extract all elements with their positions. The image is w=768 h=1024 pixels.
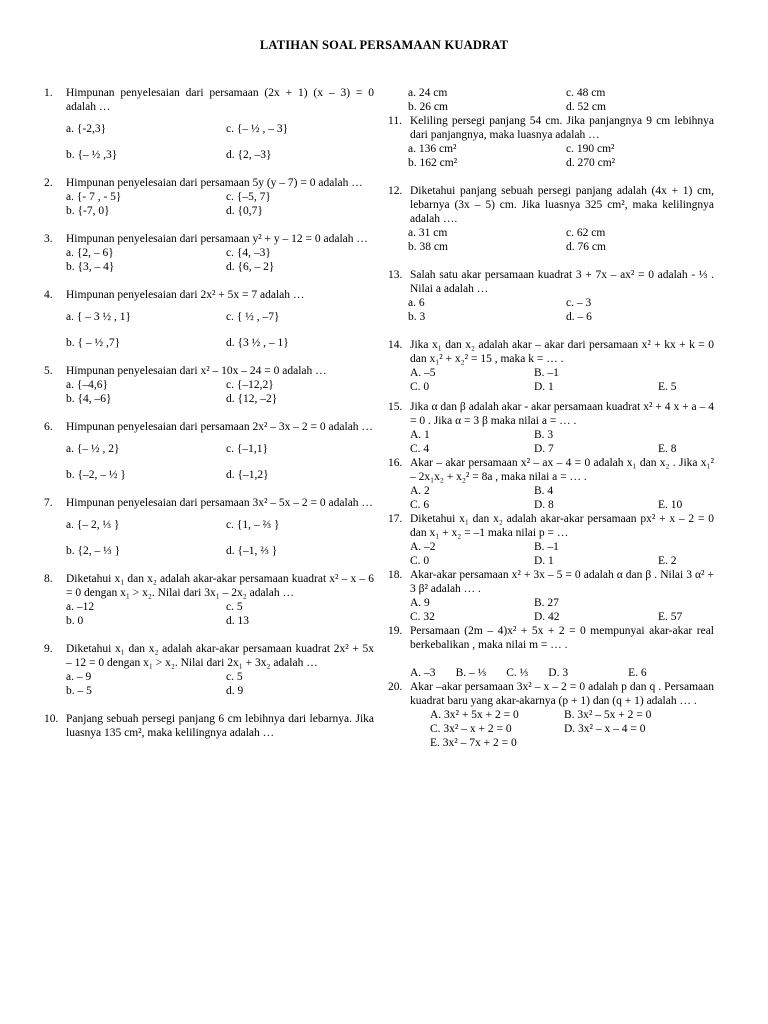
- option-d: d. – 6: [566, 311, 592, 323]
- option-d: D. 42: [534, 611, 560, 623]
- question-text: Akar-akar persamaan x² + 3x – 5 = 0 adalah α dan β . Nilai 3 α² + 3 β² adalah … .: [410, 569, 714, 595]
- option-a: a. 31 cm: [408, 227, 448, 239]
- question-12: [388, 184, 714, 254]
- option-b: B. 3x² – 5x + 2 = 0: [564, 709, 652, 721]
- option-a: a. {-2,3}: [66, 123, 107, 135]
- option-a: a. {- 7 , - 5}: [66, 191, 122, 203]
- question-text: Diketahui x₁ dan x₂ adalah akar-akar persamaan px² + x – 2 = 0 dan x₁ + x₂ = –1 maka nilai p = …: [410, 513, 714, 539]
- option-b: b. { – ½ ,7}: [66, 337, 121, 349]
- question-number: 3.: [44, 233, 53, 245]
- option-a: a. {–4,6}: [66, 379, 109, 391]
- question-text: Himpunan penyelesaian dari persamaan 3x² – 5x – 2 = 0 adalah …: [66, 497, 373, 509]
- question-18: [388, 568, 714, 624]
- options: [410, 666, 714, 680]
- question-number: 9.: [44, 643, 53, 655]
- options: [408, 296, 714, 324]
- question-text: Diketahui panjang sebuah persegi panjang adalah (4x + 1) cm, lebarnya (3x – 5) cm. Jika luasnya 325 cm², maka kelilingnya adalah ….: [410, 185, 714, 225]
- options: [66, 336, 374, 350]
- question-2: [44, 176, 374, 218]
- option-c: C. 3x² – x + 2 = 0: [430, 723, 512, 735]
- question-number: 19.: [388, 625, 403, 637]
- option-a: A. –5: [410, 367, 436, 379]
- options: [66, 518, 374, 532]
- options: [410, 484, 714, 512]
- option-c: c. 62 cm: [566, 227, 606, 239]
- question-number: 14.: [388, 339, 403, 351]
- option-d: D. 1: [534, 381, 554, 393]
- question-15: [388, 400, 714, 456]
- question-10: [44, 712, 374, 740]
- option-d: D. 3x² – x – 4 = 0: [564, 723, 646, 735]
- option-d: D. 1: [534, 555, 554, 567]
- option-a: A. –2: [410, 541, 436, 553]
- option-c: C. 0: [410, 381, 430, 393]
- option-a: A. 3x² + 5x + 2 = 0: [430, 709, 519, 721]
- options: [408, 226, 714, 254]
- option-a: a. { – 3 ½ , 1}: [66, 311, 132, 323]
- question-text: Salah satu akar persamaan kuadrat 3 + 7x – ax² = 0 adalah - ⅓ . Nilai a adalah …: [410, 269, 714, 295]
- option-b: B. 27: [534, 597, 559, 609]
- option-a: A. 9: [410, 597, 430, 609]
- question-text: Jika α dan β adalah akar - akar persamaan kuadrat x² + 4 x + a – 4 = 0 . Jika α = 3 β maka nilai a = … .: [410, 401, 714, 427]
- option-e: E. 10: [658, 499, 683, 511]
- question-text: Himpunan penyelesaian dari 2x² + 5x = 7 adalah …: [66, 289, 305, 301]
- option-b: b. 0: [66, 615, 84, 627]
- question-number: 4.: [44, 289, 53, 301]
- options: [410, 596, 714, 624]
- option-c: C. 0: [410, 555, 430, 567]
- option-a: A. 1: [410, 429, 430, 441]
- option-c: c. {–1,1}: [226, 443, 269, 455]
- options: [66, 600, 374, 628]
- option-c: C. 6: [410, 499, 430, 511]
- option-b: b. {3, – 4}: [66, 261, 115, 273]
- options: [66, 246, 374, 274]
- option-c: c. {–12,2}: [226, 379, 274, 391]
- option-b: b. {-7, 0}: [66, 205, 110, 217]
- question-text: Panjang sebuah persegi panjang 6 cm lebihnya dari lebarnya. Jika luasnya 135 cm², maka kelilingnya adalah …: [66, 713, 374, 739]
- question-number: 1.: [44, 87, 53, 99]
- question-6: [44, 420, 374, 482]
- question-number: 12.: [388, 185, 403, 197]
- option-e: E. 8: [658, 443, 677, 455]
- option-d: d. 13: [226, 615, 249, 627]
- option-b: b. {4, –6}: [66, 393, 112, 405]
- question-10-options: [408, 86, 714, 114]
- options: [410, 366, 714, 394]
- page-title: LATIHAN SOAL PERSAMAAN KUADRAT: [259, 38, 509, 52]
- question-text: Diketahui x₁ dan x₂ adalah akar-akar persamaan kuadrat 2x² + 5x – 12 = 0 dengan x₁ > x₂. Nilai dari 2x₁ + 3x₂ adalah …: [66, 643, 374, 669]
- question-13: [388, 268, 714, 324]
- question-text: Himpunan penyelesaian dari persamaan (2x + 1) (x – 3) = 0 adalah …: [66, 87, 374, 113]
- left-column: [44, 86, 374, 740]
- option-d: d. 52 cm: [566, 101, 606, 113]
- question-11: [388, 114, 714, 170]
- question-text: Himpunan penyelesaian dari x² – 10x – 24 = 0 adalah …: [66, 365, 327, 377]
- question-text: Persamaan (2m – 4)x² + 5x + 2 = 0 mempunyai akar-akar real berkebalikan , maka nilai m = … .: [410, 625, 714, 651]
- option-b: B. 4: [534, 485, 554, 497]
- question-number: 16.: [388, 457, 403, 469]
- options: [66, 442, 374, 456]
- question-7: [44, 496, 374, 558]
- option-a: a. – 9: [66, 671, 92, 683]
- question-number: 2.: [44, 177, 53, 189]
- options: [66, 544, 374, 558]
- right-column: [388, 86, 714, 750]
- option-d: d. {6, – 2}: [226, 261, 275, 273]
- option-d: d. {–1, ⅔ }: [226, 545, 278, 557]
- option-a: A. 2: [410, 485, 430, 497]
- options: [408, 142, 714, 170]
- options: [66, 378, 374, 406]
- option-b: b. 26 cm: [408, 101, 448, 113]
- question-number: 18.: [388, 569, 403, 581]
- options: [66, 190, 374, 218]
- option-a: a. 24 cm: [408, 87, 448, 99]
- options: [410, 540, 714, 568]
- question-19: [388, 624, 714, 680]
- option-a: a. {2, – 6}: [66, 247, 114, 259]
- question-17: [388, 512, 714, 568]
- option-c: c. 190 cm²: [566, 143, 615, 155]
- question-number: 11.: [388, 115, 402, 127]
- option-b: B. –1: [534, 541, 559, 553]
- options: [410, 428, 714, 456]
- options: [66, 148, 374, 162]
- option-c: c. 5: [226, 601, 243, 613]
- option-b: B. 3: [534, 429, 554, 441]
- option-d: d. {0,7}: [226, 205, 263, 217]
- option-d: D. 7: [534, 443, 554, 455]
- option-a: a. 136 cm²: [408, 143, 457, 155]
- question-number: 15.: [388, 401, 403, 413]
- question-text: Himpunan penyelesaian dari persamaan 2x² – 3x – 2 = 0 adalah …: [66, 421, 373, 433]
- question-text: Jika x₁ dan x₂ adalah akar – akar dari persamaan x² + kx + k = 0 dan x₁² + x₂² = 15 , maka k = … .: [410, 339, 714, 365]
- option-c: c. {4, –3}: [226, 247, 271, 259]
- question-20: [388, 680, 714, 750]
- option-c: c. 48 cm: [566, 87, 606, 99]
- option-b: B. –1: [534, 367, 559, 379]
- question-4: [44, 288, 374, 350]
- question-number: 10.: [44, 713, 59, 725]
- option-a: a. –12: [66, 601, 95, 613]
- question-14: [388, 338, 714, 394]
- question-text: Akar –akar persamaan 3x² – x – 2 = 0 adalah p dan q . Persamaan kuadrat baru yang akar-akarnya (p + 1) dan (q + 1) adalah … .: [410, 681, 714, 707]
- option-d: d. {3 ½ , – 1}: [226, 337, 289, 349]
- question-text: Himpunan penyelesaian dari persamaan 5y (y – 7) = 0 adalah …: [66, 177, 363, 189]
- question-number: 6.: [44, 421, 53, 433]
- option-c: c. 5: [226, 671, 243, 683]
- option-d: d. 9: [226, 685, 244, 697]
- option-d: d. {–1,2}: [226, 469, 269, 481]
- option-a: a. {– ½ , 2}: [66, 443, 120, 455]
- option-b: b. 3: [408, 311, 426, 323]
- option-d: d. {12, –2}: [226, 393, 278, 405]
- option-c: C. ⅓: [506, 667, 529, 679]
- question-number: 17.: [388, 513, 403, 525]
- option-e: E. 57: [658, 611, 683, 623]
- options: [66, 468, 374, 482]
- option-b: b. – 5: [66, 685, 92, 697]
- option-b: B. – ⅓: [455, 667, 487, 679]
- option-c: c. { ½ , –7}: [226, 311, 280, 323]
- question-1: [44, 86, 374, 162]
- options: [66, 122, 374, 136]
- option-c: c. – 3: [566, 297, 592, 309]
- option-e: E. 3x² – 7x + 2 = 0: [430, 737, 517, 749]
- option-d: D. 3: [548, 667, 569, 679]
- option-a: a. {– 2, ⅓ }: [66, 519, 120, 531]
- option-d: d. 270 cm²: [566, 157, 616, 169]
- options: [66, 310, 374, 324]
- option-b: b. {– ½ ,3}: [66, 149, 118, 161]
- option-d: d. 76 cm: [566, 241, 606, 253]
- option-d: d. {2, –3}: [226, 149, 272, 161]
- question-text: Himpunan penyelesaian dari persamaan y² + y – 12 = 0 adalah …: [66, 233, 368, 245]
- options: [66, 670, 374, 698]
- question-text: Keliling persegi panjang 54 cm. Jika panjangnya 9 cm lebihnya dari panjangnya, maka luasnya adalah …: [410, 115, 714, 141]
- option-c: c. {–5, 7}: [226, 191, 271, 203]
- option-c: C. 32: [410, 611, 435, 623]
- question-number: 5.: [44, 365, 53, 377]
- question-number: 13.: [388, 269, 403, 281]
- option-b: b. {2, – ⅓ }: [66, 545, 121, 557]
- option-c: c. {1, – ⅔ }: [226, 519, 280, 531]
- option-d: D. 8: [534, 499, 554, 511]
- option-e: E. 5: [658, 381, 677, 393]
- option-b: b. 162 cm²: [408, 157, 458, 169]
- question-8: [44, 572, 374, 628]
- option-c: C. 4: [410, 443, 430, 455]
- question-16: [388, 456, 714, 512]
- option-b: b. {–2, – ½ }: [66, 469, 126, 481]
- question-number: 8.: [44, 573, 53, 585]
- option-c: c. {– ½ , – 3}: [226, 123, 289, 135]
- question-number: 7.: [44, 497, 53, 509]
- option-a: a. 6: [408, 297, 425, 309]
- question-3: [44, 232, 374, 274]
- options: [430, 708, 714, 750]
- question-5: [44, 364, 374, 406]
- option-e: E. 6: [628, 667, 647, 679]
- question-9: [44, 642, 374, 698]
- question-number: 20.: [388, 681, 403, 693]
- option-e: E. 2: [658, 555, 677, 567]
- option-b: b. 38 cm: [408, 241, 448, 253]
- question-text: Akar – akar persamaan x² – ax – 4 = 0 adalah x₁ dan x₂ . Jika x₁² – 2x₁x₂ + x₂² = 8a , maka nilai a = … .: [410, 457, 714, 483]
- question-text: Diketahui x₁ dan x₂ adalah akar-akar persamaan kuadrat x² – x – 6 = 0 dengan x₁ > x₂. Nilai dari 3x₁ – 2x₂ adalah …: [66, 573, 374, 599]
- option-a: A. –3: [410, 667, 436, 679]
